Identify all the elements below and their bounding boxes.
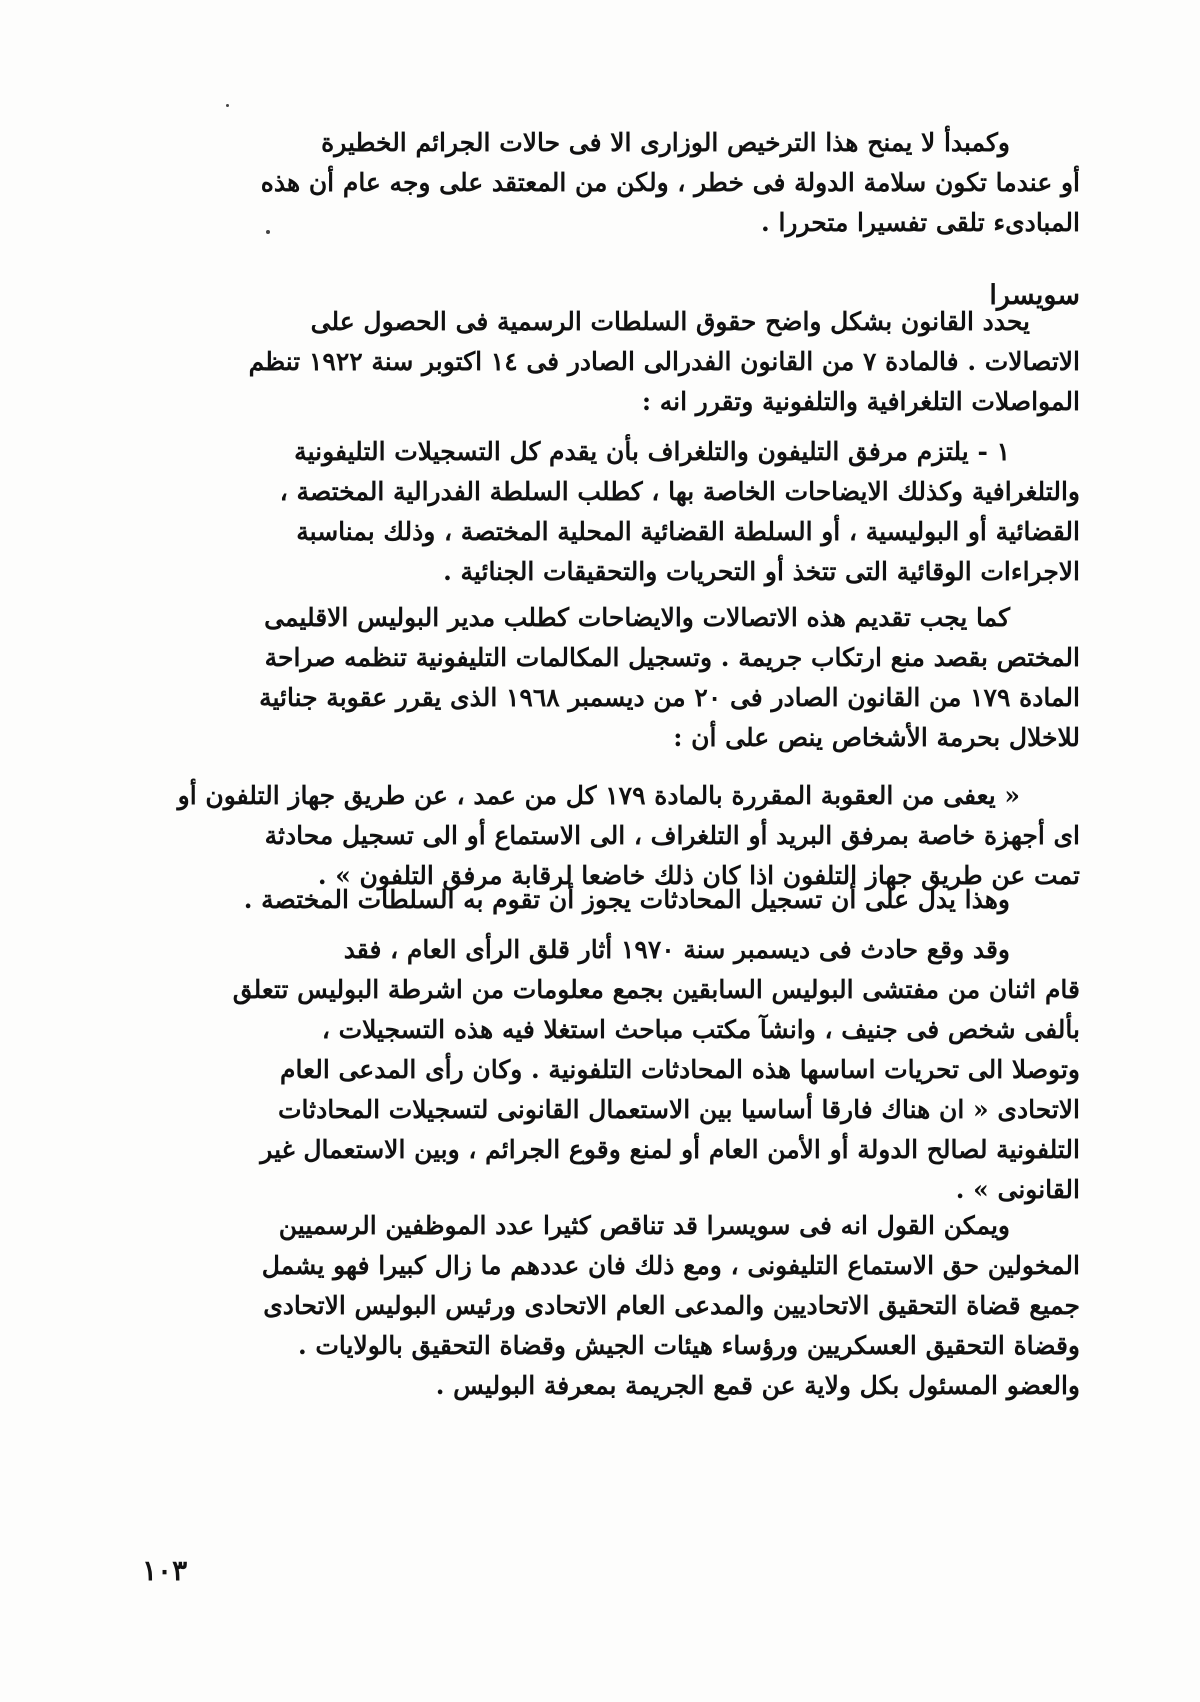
text-line: وهذا يدل على أن تسجيل المحادثات يجوز أن تقوم به السلطات المختصة .	[243, 885, 1010, 914]
text-line: والعضو المسئول بكل ولاية عن قمع الجريمة بمعرفة البوليس .	[435, 1371, 1080, 1400]
text-line: وتوصلا الى تحريات اساسها هذه المحادثات التلفونية . وكان رأى المدعى العام	[280, 1055, 1080, 1084]
text-line: اى أجهزة خاصة بمرفق البريد أو التلغراف ، الى الاستماع أو الى تسجيل محادثة	[264, 821, 1080, 850]
text-line: والتلغرافية وكذلك الايضاحات الخاصة بها ، كطلب السلطة الفدرالية المختصة ،	[279, 477, 1080, 506]
paragraph	[130, 880, 1080, 920]
text-line: الاتحادى « ان هناك فارقا أساسيا بين الاستعمال القانونى لتسجيلات المحادثات	[278, 1095, 1080, 1124]
paragraph	[130, 302, 1080, 422]
quotation-paragraph	[130, 776, 1080, 896]
text-line: المادة ١٧٩ من القانون الصادر فى ٢٠ من ديسمبر ١٩٦٨ الذى يقرر عقوبة جنائية	[259, 683, 1080, 712]
text-line: « يعفى من العقوبة المقررة بالمادة ١٧٩ كل من عمد ، عن طريق جهاز التلفون أو	[177, 781, 1020, 810]
text-line: قام اثنان من مفتشى البوليس السابقين بجمع معلومات من اشرطة البوليس تتعلق	[232, 975, 1080, 1004]
text-line: القضائية أو البوليسية ، أو السلطة القضائية المحلية المختصة ، وذلك بمناسبة	[296, 517, 1080, 546]
text-line: المبادىء تلقى تفسيرا متحررا .	[761, 208, 1080, 237]
scan-speck	[226, 104, 229, 107]
paragraph	[130, 598, 1080, 758]
paragraph	[130, 123, 1080, 243]
page-number: ١٠٣	[142, 1554, 188, 1587]
text-line: ١ - يلتزم مرفق التليفون والتلغراف بأن يقدم كل التسجيلات التليفونية	[294, 437, 1010, 466]
text-line: المختص بقصد منع ارتكاب جريمة . وتسجيل المكالمات التليفونية تنظمه صراحة	[264, 643, 1080, 672]
text-line: المخولين حق الاستماع التليفونى ، ومع ذلك فان عددهم ما زال كبيرا فهو يشمل	[261, 1251, 1080, 1280]
text-line: وقد وقع حادث فى ديسمبر سنة ١٩٧٠ أثار قلق الرأى العام ، فقد	[343, 935, 1010, 964]
text-line: المواصلات التلغرافية والتلفونية وتقرر انه :	[641, 387, 1080, 416]
text-line: للاخلال بحرمة الأشخاص ينص على أن :	[673, 723, 1080, 752]
paragraph	[130, 930, 1080, 1210]
text-line: وكمبدأ لا يمنح هذا الترخيص الوزارى الا فى حالات الجرائم الخطيرة	[321, 128, 1010, 157]
text-line: الاتصالات . فالمادة ٧ من القانون الفدرالى الصادر فى ١٤ اكتوبر سنة ١٩٢٢ تنظم	[248, 347, 1080, 376]
text-line: وقضاة التحقيق العسكريين ورؤساء هيئات الجيش وقضاة التحقيق بالولايات .	[297, 1331, 1080, 1360]
text-line: أو عندما تكون سلامة الدولة فى خطر ، ولكن من المعتقد على وجه عام أن هذه	[260, 168, 1080, 197]
text-line: جميع قضاة التحقيق الاتحاديين والمدعى العام الاتحادى ورئيس البوليس الاتحادى	[263, 1291, 1080, 1320]
section-heading: سويسرا	[989, 280, 1080, 311]
text-line: تمت عن طريق جهاز التلفون اذا كان ذلك خاضعا لرقابة مرفق التلفون » .	[317, 861, 1080, 890]
text-line: القانونى » .	[955, 1175, 1080, 1204]
text-line: يحدد القانون بشكل واضح حقوق السلطات الرسمية فى الحصول على	[310, 307, 1030, 336]
text-line: ويمكن القول انه فى سويسرا قد تناقص كثيرا عدد الموظفين الرسميين	[278, 1211, 1010, 1240]
text-line: التلفونية لصالح الدولة أو الأمن العام أو لمنع وقوع الجرائم ، وبين الاستعمال غير	[260, 1135, 1080, 1164]
text-line: كما يجب تقديم هذه الاتصالات والايضاحات كطلب مدير البوليس الاقليمى	[264, 603, 1010, 632]
text-line: بألفى شخص فى جنيف ، وانشآ مكتب مباحث استغلا فيه هذه التسجيلات ،	[321, 1015, 1080, 1044]
paragraph	[130, 1206, 1080, 1406]
paragraph	[130, 432, 1080, 592]
text-line: الاجراءات الوقائية التى تتخذ أو التحريات والتحقيقات الجنائية .	[443, 557, 1080, 586]
